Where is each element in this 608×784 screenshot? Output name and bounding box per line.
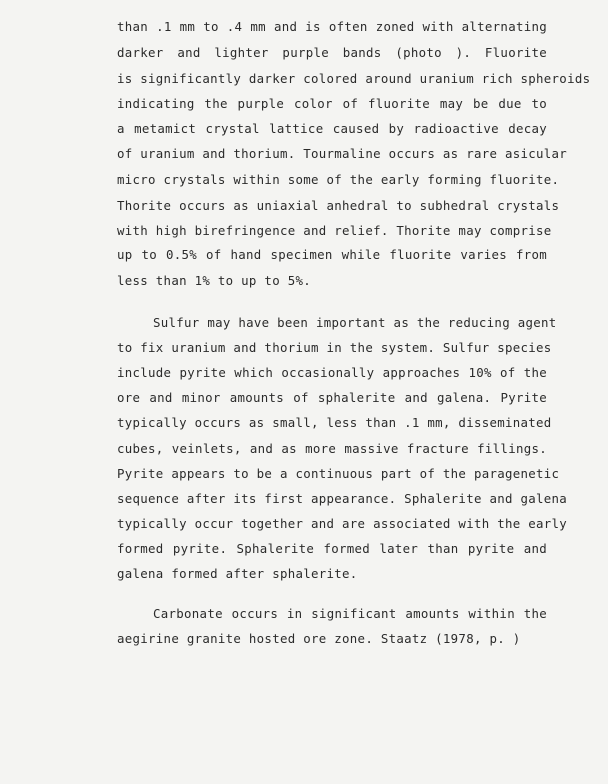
text-line: of uranium and thorium. Tourmaline occurs as rare asicular [117, 146, 568, 161]
text-line: less than 1% to up to 5%. [117, 273, 311, 288]
text-line: cubes, veinlets, and as more massive fracture fillings. [117, 441, 547, 456]
text-line: is significantly darker colored around uranium rich spheroids [117, 71, 591, 86]
text-line: typically occur together and are associated with the early [117, 516, 568, 531]
text-line: a metamict crystal lattice caused by radioactive decay [117, 121, 547, 136]
text-line: ore and minor amounts of sphalerite and galena. Pyrite [117, 390, 547, 405]
text-line: Carbonate occurs in significant amounts within the [153, 606, 547, 621]
text-line: darker and lighter purple bands (photo ). Fluorite [117, 45, 547, 60]
text-line: with high birefringence and relief. Thorite may comprise [117, 223, 552, 238]
text-line: than .1 mm to .4 mm and is often zoned with alternating [117, 19, 547, 34]
text-line: up to 0.5% of hand specimen while fluorite varies from [117, 247, 547, 262]
text-line: Pyrite appears to be a continuous part of the paragenetic [117, 466, 560, 481]
text-line: sequence after its first appearance. Sphalerite and galena [117, 491, 568, 506]
text-line: indicating the purple color of fluorite may be due to [117, 96, 547, 111]
text-line: aegirine granite hosted ore zone. Staatz (1978, p. ) [117, 631, 521, 646]
text-line: galena formed after sphalerite. [117, 566, 358, 581]
text-line: Thorite occurs as uniaxial anhedral to subhedral crystals [117, 198, 560, 213]
text-line: to fix uranium and thorium in the system. Sulfur species [117, 340, 552, 355]
text-line: typically occurs as small, less than .1 mm, disseminated [117, 415, 552, 430]
text-line: formed pyrite. Sphalerite formed later than pyrite and [117, 541, 547, 556]
text-line: micro crystals within some of the early forming fluorite. [117, 172, 560, 187]
text-line: include pyrite which occasionally approaches 10% of the [117, 365, 547, 380]
text-line: Sulfur may have been important as the reducing agent [153, 315, 557, 330]
